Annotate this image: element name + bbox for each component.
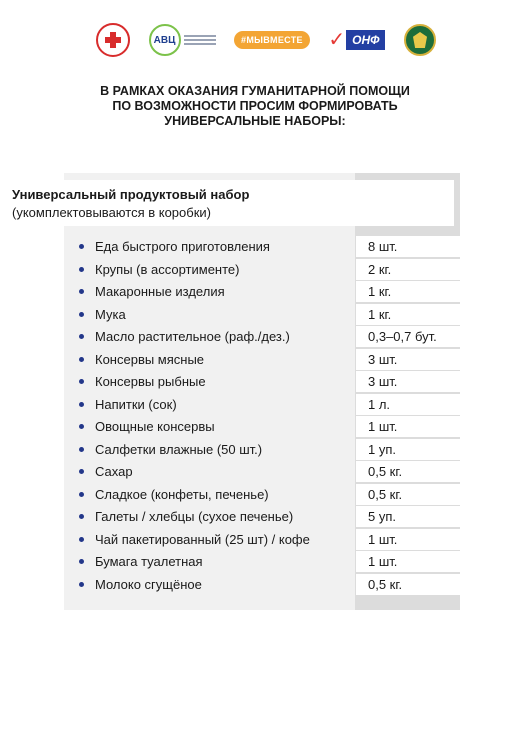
- bullet-icon: [79, 537, 84, 542]
- item-name: Бумага туалетная: [95, 554, 203, 569]
- bullet-icon: [79, 559, 84, 564]
- item-quantity: 0,5 кг.: [368, 464, 403, 479]
- item-name: Чай пакетированный (25 шт) / кофе: [95, 531, 310, 547]
- item-name: Масло растительное (раф./дез.): [95, 329, 290, 344]
- list-item: [64, 439, 460, 462]
- item-quantity: 5 уп.: [368, 509, 396, 524]
- item-name: Овощные консервы: [95, 419, 215, 434]
- onf-logo-text: ОНФ: [346, 30, 385, 50]
- page-heading: [40, 84, 470, 129]
- item-quantity: 2 кг.: [368, 261, 392, 277]
- bullet-icon: [79, 402, 84, 407]
- avc-logo: [149, 24, 216, 56]
- card-subtitle: (укомплектовываются в коробки): [12, 205, 211, 220]
- item-name: Напитки (сок): [95, 396, 177, 412]
- heading-line-2: ПО ВОЗМОЖНОСТИ ПРОСИМ ФОРМИРОВАТЬ: [112, 99, 398, 113]
- item-quantity: 1 л.: [368, 396, 391, 412]
- item-list: [64, 236, 460, 596]
- item-quantity: 1 кг.: [368, 284, 392, 299]
- bullet-icon: [79, 379, 84, 384]
- bullet-icon: [79, 582, 84, 587]
- item-quantity: 0,5 кг.: [368, 486, 403, 502]
- list-item: [64, 371, 460, 394]
- list-item: [64, 551, 460, 574]
- item-name: Молоко сгущёное: [95, 576, 202, 592]
- list-item: [64, 506, 460, 529]
- bullet-icon: [79, 424, 84, 429]
- item-quantity: 0,5 кг.: [368, 576, 403, 592]
- item-quantity: 1 шт.: [368, 531, 398, 547]
- item-name: Еда быстрого приготовления: [95, 239, 270, 254]
- myvmeste-logo: #МЫВМЕСТЕ: [234, 31, 310, 49]
- card-title: Универсальный продуктовый набор: [12, 187, 250, 202]
- list-item: [64, 349, 460, 372]
- list-item: [64, 236, 460, 259]
- item-name: Галеты / хлебцы (сухое печенье): [95, 509, 294, 524]
- item-quantity: 3 шт.: [368, 374, 398, 389]
- item-quantity: 0,3–0,7 бут.: [368, 329, 437, 344]
- bullet-icon: [79, 267, 84, 272]
- bullet-icon: [79, 244, 84, 249]
- avc-logo-text: АВЦ: [149, 24, 181, 56]
- bullet-icon: [79, 469, 84, 474]
- bullet-icon: [79, 357, 84, 362]
- item-name: Салфетки влажные (50 шт.): [95, 441, 263, 457]
- item-quantity: 8 шт.: [368, 239, 398, 254]
- red-cross-logo: [96, 23, 130, 57]
- list-item: [64, 416, 460, 439]
- list-item: [64, 304, 460, 327]
- list-item: [64, 574, 460, 597]
- item-name: Консервы мясные: [95, 351, 205, 367]
- list-item: [64, 281, 460, 304]
- item-quantity: 1 шт.: [368, 419, 398, 434]
- bullet-icon: [79, 514, 84, 519]
- emblem-icon: [404, 24, 436, 56]
- red-cross-icon: [96, 23, 130, 57]
- bullet-icon: [79, 492, 84, 497]
- list-item: [64, 529, 460, 552]
- item-quantity: 1 кг.: [368, 306, 392, 322]
- list-item: [64, 259, 460, 282]
- list-item: [64, 326, 460, 349]
- item-name: Крупы (в ассортименте): [95, 261, 240, 277]
- item-quantity: 3 шт.: [368, 351, 398, 367]
- item-quantity: 1 шт.: [368, 554, 398, 569]
- heading-line-1: В РАМКАХ ОКАЗАНИЯ ГУМАНИТАРНОЙ ПОМОЩИ: [100, 84, 410, 98]
- bullet-icon: [79, 312, 84, 317]
- item-name: Мука: [95, 306, 126, 322]
- item-name: Консервы рыбные: [95, 374, 206, 389]
- heading-line-3: УНИВЕРСАЛЬНЫЕ НАБОРЫ:: [164, 114, 346, 128]
- item-name: Сахар: [95, 464, 133, 479]
- list-item: [64, 484, 460, 507]
- item-name: Сладкое (конфеты, печенье): [95, 486, 269, 502]
- bullet-icon: [79, 447, 84, 452]
- logo-bar: [96, 20, 436, 60]
- bullet-icon: [79, 289, 84, 294]
- item-name: Макаронные изделия: [95, 284, 225, 299]
- bullet-icon: [79, 334, 84, 339]
- onf-check-icon: ✓: [328, 29, 346, 51]
- onf-logo: [328, 30, 385, 50]
- emblem-logo: [404, 24, 436, 56]
- list-item: [64, 394, 460, 417]
- item-quantity: 1 уп.: [368, 441, 396, 457]
- list-item: [64, 461, 460, 484]
